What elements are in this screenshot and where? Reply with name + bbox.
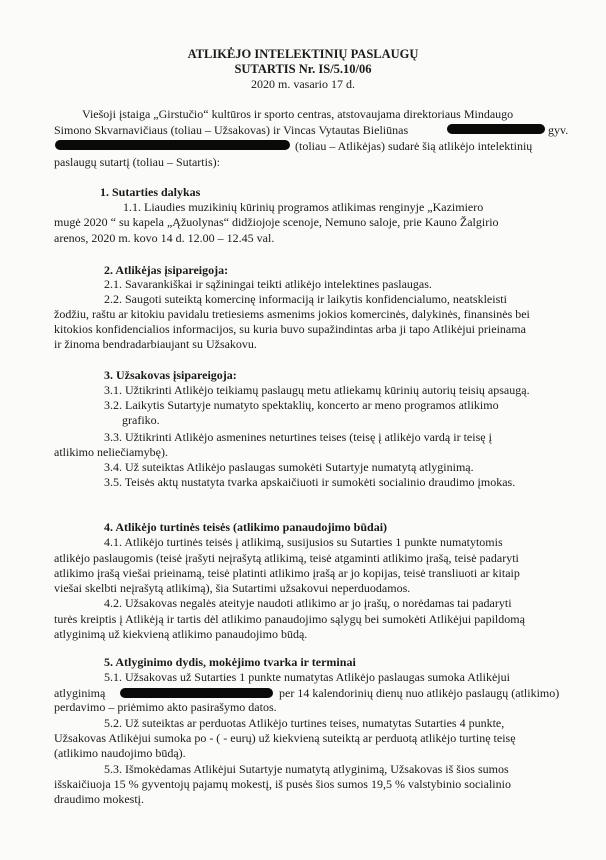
section-4-line-3: atlikimo įrašą viešai prieinamą, teisė platinti atlikimo įrašą ar jo kopijas, teisė transliuoti ar kitaip [54,566,520,580]
section-4-line-5: 4.2. Užsakovas negalės ateityje naudoti atlikimo ar jo įrašų, o norėdamas tai padaryti [104,596,512,610]
section-5-line-4: 5.2. Už suteiktas ar perduotas Atlikėjo turtines teises, numatytas Sutarties 4 punkte, [104,716,505,730]
section-5-line-5: Užsakovas Atlikėjui sumoka po - ( - eurų) už kiekvieną suteiktą ar perduotą atlikėjo turtinę teisę [54,731,516,745]
section-2-line-2: 2.2. Saugoti suteiktą komercinę informaciją ir laikytis konfidencialumo, neatskleisti [104,292,507,306]
section-3-line-2b: grafiko. [122,413,160,427]
section-5-line-2b: per 14 kalendorinių dienų nuo atlikėjo paslaugų (atlikimo) [279,686,560,700]
section-3-line-5: 3.5. Teisės aktų nustatyta tvarka apskaičiuoti ir sumokėti socialinio draudimo įmokas. [104,475,516,489]
section-4-line-1: 4.1. Atlikėjo turtinės teisės į atlikimą, susijusios su Sutarties 1 punkte numatytomis [104,535,503,549]
section-5-line-8: išskaičiuoja 15 % gyventojų pajamų mokestį, iš pusės šios sumos 19,5 % valstybinio socialinio [54,777,511,791]
section-5-line-1: 5.1. Užsakovas už Sutarties 1 punkte numatytas Atlikėjo paslaugas sumoka Atlikėjui [104,670,510,684]
section-5-line-7: 5.3. Išmokėdamas Atlikėjui Sutartyje numatytą atlyginimą, Užsakovas iš šios sumos [104,762,509,776]
section-3-line-2: 3.2. Laikytis Sutartyje numatyto spektaklių, koncerto ar meno programos atlikimo [104,398,499,412]
redaction-bar [55,140,290,150]
section-3-heading: 3. Užsakovas įsipareigoja: [104,368,237,382]
redaction-bar [120,688,273,698]
section-1-line-1: 1.1. Liaudies muzikinių kūrinių programos atlikimas renginyje „Kazimiero [123,200,484,214]
section-5-line-3: perdavimo – priėmimo akto pasirašymo datos. [54,700,277,714]
contract-number: SUTARTIS Nr. IS/5.10/06 [234,62,372,76]
section-4-heading: 4. Atlikėjo turtinės teisės (atlikimo panaudojimo būdai) [104,520,388,534]
intro-line-4: paslaugų sutartį (toliau – Sutartis): [54,155,220,169]
contract-date: 2020 m. vasario 17 d. [251,77,355,91]
section-1-heading: 1. Sutarties dalykas [100,185,201,199]
section-1-line-3: arenos, 2020 m. kovo 14 d. 12.00 – 12.45 val. [54,231,275,245]
document-title: ATLIKĖJO INTELEKTINIŲ PASLAUGŲ [187,47,419,61]
section-1-line-2: mugė 2020 “ su kapela „Ąžuolynas“ didžiojoje scenoje, Nemuno saloje, prie Kauno Žalgirio [54,215,499,229]
section-2-line-3: žodžiu, raštu ar kitokiu pavidalu tretiesiems asmenims jokios komercinės, dalykinės, finansinės bei [54,307,530,321]
section-2-line-5: ir žinoma bendradarbiaujant su Užsakovu. [54,337,257,351]
section-4-line-6: turės kreiptis į Atlikėją ir tartis dėl atlikimo panaudojimo sąlygų bei sumokėti Atlikėjui papildomą [54,612,525,626]
section-3-line-3b: atlikimo neliečiamybę). [54,445,168,459]
section-2-line-4: kitokios konfidencialios informacijos, su kuria buvo supažindintas arba ji tapo Atlikėjui prieinama [54,322,526,336]
section-5-line-9: draudimo mokestį. [54,792,144,806]
section-2-line-1: 2.1. Savarankiškai ir sąžiningai teikti atlikėjo intelektines paslaugas. [104,277,432,291]
section-4-line-2: atlikėjo paslaugomis (teisė įrašyti neįrašytą atlikimą, teisė atgaminti atlikimo įrašą, teisė padaryti [54,551,519,565]
section-3-line-4: 3.4. Už suteiktas Atlikėjo paslaugas sumokėti Sutartyje numatytą atlyginimą. [104,460,474,474]
section-5-heading: 5. Atlyginimo dydis, mokėjimo tvarka ir terminai [104,655,356,669]
section-5-line-2: atlyginimą [54,686,106,700]
section-4-line-4: viešai skelbti neįrašytą atlikimą), šia Sutartimi užsakovui neperduodamos. [54,581,411,595]
section-2-heading: 2. Atlikėjas įsipareigoja: [104,263,229,277]
section-3-line-1: 3.1. Užtikrinti Atlikėjo teikiamų paslaugų metu atliekamų kūrinių autorių teisių apsaugą. [104,383,530,397]
intro-line-1: Viešoji įstaiga „Girstučio“ kultūros ir sporto centras, atstovaujama direktoriaus Mindaugo [82,107,514,121]
redaction-bar [447,124,545,134]
section-5-line-6: (atlikimo naudojimo būdą). [54,746,186,760]
intro-line-2: Simono Skvarnavičiaus (toliau – Užsakovas) ir Vincas Vytautas Bieliūnas [54,123,409,137]
intro-line-3: (toliau – Atlikėjas) sudarė šią atlikėjo intelektinių [295,139,533,153]
section-4-line-7: atlyginimą už kiekvieną atlikimo panaudojimo būdą. [54,627,308,641]
section-3-line-3: 3.3. Užtikrinti Atlikėjo asmenines neturtines teises (teisę į atlikėjo vardą ir teisę į [104,430,492,444]
intro-line-2-end: gyv. [548,123,569,137]
